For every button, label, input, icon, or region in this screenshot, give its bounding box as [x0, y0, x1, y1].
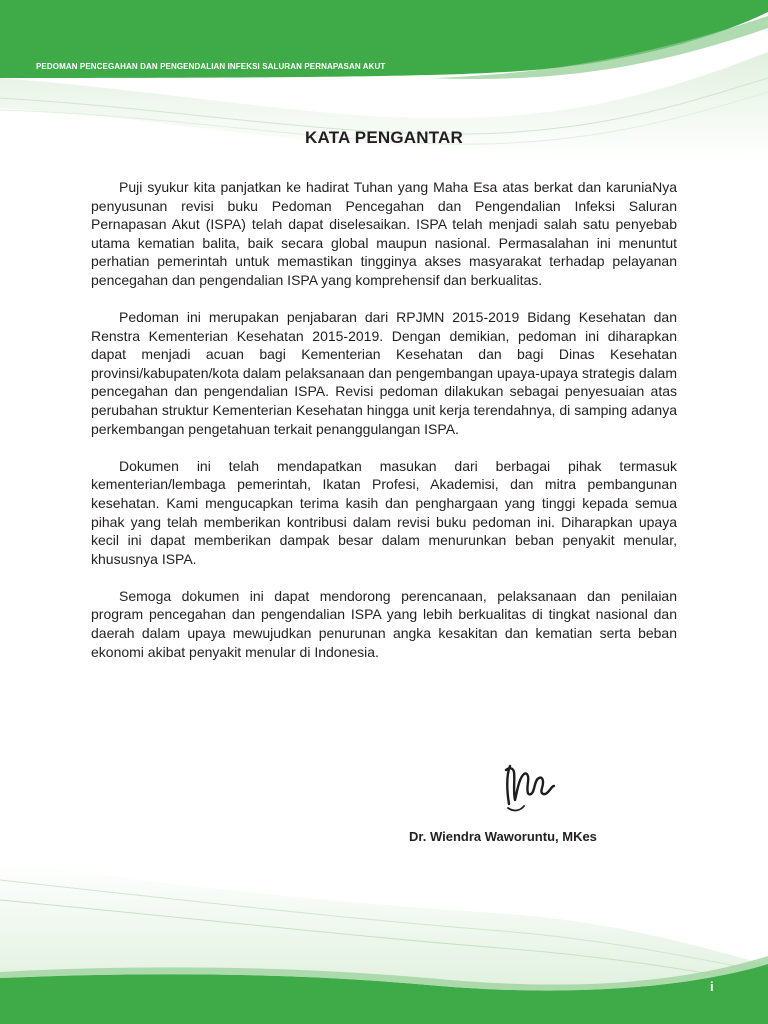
- paragraph: Semoga dokumen ini dapat mendorong perencanaan, pelaksanaan dan penilaian program pencegahan dan pengendalian ISPA yang lebih berkualitas di tingkat nasional dan daerah dalam upaya mewujudkan penurunan angka kesakitan dan kematian serta beban ekonomi akibat penyakit menular di Indonesia.: [91, 587, 677, 660]
- foreword-body: [91, 178, 677, 680]
- page-heading: KATA PENGANTAR: [305, 128, 463, 147]
- page-number: i: [710, 979, 714, 994]
- signer-name: Dr. Wiendra Waworuntu, MKes: [409, 829, 597, 844]
- signature-icon: [500, 762, 558, 820]
- running-header-title: PEDOMAN PENCEGAHAN DAN PENGENDALIAN INFEKSI SALURAN PERNAPASAN AKUT: [36, 62, 386, 71]
- paragraph: Puji syukur kita panjatkan ke hadirat Tuhan yang Maha Esa atas berkat dan karuniaNya penyusunan revisi buku Pedoman Pencegahan dan Pengendalian Infeksi Saluran Pernapasan Akut (ISPA) telah dapat diselesaikan. ISPA telah menjadi salah satu penyebab utama kematian balita, baik secara global maupun nasional. Permasalahan ini menuntut perhatian pemerintah untuk memastikan tingginya akses masyarakat terhadap pelayanan pencegahan dan pengendalian ISPA yang komprehensif dan berkualitas.: [91, 179, 677, 288]
- paragraph: Dokumen ini telah mendapatkan masukan dari berbagai pihak termasuk kementerian/lembaga pemerintah, Ikatan Profesi, Akademisi, dan mitra pembangunan kesehatan. Kami mengucapkan terima kasih dan penghargaan yang tinggi kepada semua pihak yang telah memberikan kontribusi dalam revisi buku pedoman ini. Diharapkan upaya kecil ini dapat memberikan dampak besar dalam menurunkan beban penyakit menular, khususnya ISPA.: [91, 457, 677, 567]
- paragraph: Pedoman ini merupakan penjabaran dari RPJMN 2015-2019 Bidang Kesehatan dan Renstra Kementerian Kesehatan 2015-2019. Dengan demikian, pedoman ini diharapkan dapat menjadi acuan bagi Kementerian Kesehatan dan bagi Dinas Kesehatan provinsi/kabupaten/kota dalam pelaksanaan dan pengembangan upaya-upaya strategis dalam pencegahan dan pengendalian ISPA. Revisi pedoman dilakukan sebagai penyesuaian atas perubahan struktur Kementerian Kesehatan hingga unit kerja terendahnya, di samping adanya perkembangan pengetahuan terkait penanggulangan ISPA.: [91, 309, 677, 437]
